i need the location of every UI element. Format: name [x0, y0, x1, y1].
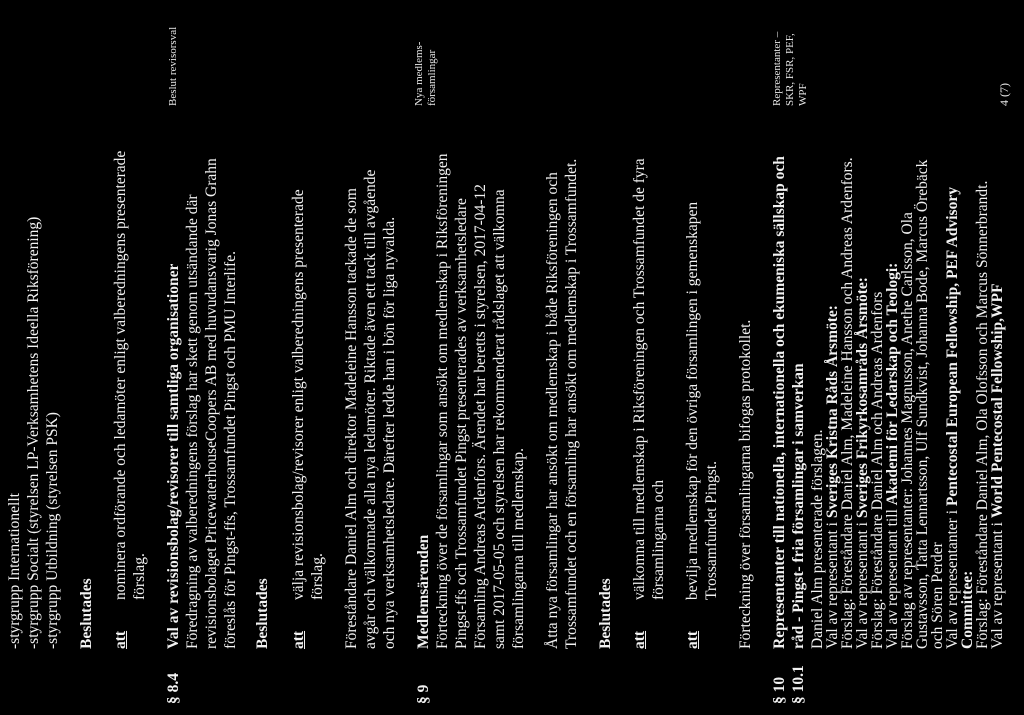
section-number: § 10 — [771, 676, 788, 704]
text-line: Förslag av representanter: Johannes Magnusson, Anethe Carlsson, Ola — [899, 212, 916, 649]
section-heading: Medlemsärenden — [415, 534, 432, 649]
text-line: Gustavsson, Tatta Lennartsson, Ulf Sundkvist, Johanna Bode, Marcus Örebäck — [914, 159, 931, 649]
text-line: Committee: — [959, 570, 976, 649]
att-label: att — [631, 630, 648, 649]
section-heading: Representanter till nationella, internationella och ekumeniska sällskap och — [771, 156, 788, 649]
text-line: Förslag: Föreståndare Daniel Alm, Madeleine Hansson och Andreas Ardenfors. — [839, 157, 856, 649]
text-line: Förteckning över församlingarna bifogas protokollet. — [737, 319, 754, 649]
text-line: nominera ordförande och ledamöter enligt valberedningens presenterade — [112, 150, 129, 600]
text-line: och Sören Perder — [929, 542, 946, 649]
section-heading: Val av revisionsbolag/revisorer till samtliga organisationer — [165, 263, 182, 649]
text-line: Val av representant i Sveriges Kristna Råds Årsmöte: — [824, 305, 841, 649]
text-line: församlingarna till medlemskap. — [510, 447, 527, 649]
margin-note: Beslut revisorsval — [167, 26, 179, 106]
text-line: församlingarna och — [650, 479, 667, 600]
text-line: förslag. — [131, 553, 148, 600]
text-line: Föreståndare Daniel Alm och direktor Madeleine Hansson tackade de som — [343, 188, 360, 649]
section-number: § 10.1 — [790, 665, 807, 704]
text-line: välja revisionsbolag/revisorer enligt valberedningens presenterade — [290, 189, 307, 600]
text-line: Trossamfundet och en församling har ansökt om medlemskap i Trossamfundet. — [563, 158, 580, 649]
text-line: Pingst-ffs och Trossamfundet Pingst presenterades av verksamhetsledare — [453, 198, 470, 649]
text-line: Val av representant i Sveriges Frikyrkosamråds Årsmöte: — [854, 277, 871, 649]
att-label: att — [684, 630, 701, 649]
text-line: -styrgrupp Socialt (styrelsen LP-Verksamhetens Ideella Riksförening) — [25, 216, 42, 649]
text-line: samt 2017-05-05 och styrelsen har rekommenderat rådslaget att välkomna — [491, 189, 508, 649]
section-number: § 9 — [415, 684, 432, 704]
text-line: Förteckning över de församlingar som ansökt om medlemskap i Riksföreningen — [434, 153, 451, 649]
text-line: Daniel Alm presenterade förslagen. — [809, 429, 826, 649]
beslutades-heading: Beslutades — [78, 578, 95, 649]
att-label: att — [112, 630, 129, 649]
text-line: Föredragning av valberedningens förslag har skett genom utsändande där — [184, 194, 201, 649]
section-heading: råd - Pingst- fria församlingar i samverkan — [790, 363, 807, 649]
att-label: att — [290, 630, 307, 649]
text-line: Förslag: Föreståndare Daniel Alm, Ola Olofsson och Marcus Sönnerbrandt. — [974, 180, 991, 649]
text-line: Val av representant i World Pentecostal Fellowship,WPF — [989, 283, 1006, 649]
text-line: och nya verksamhetsledare. Därefter ledde han i bön för liga nyvalda. — [381, 216, 398, 649]
section-number: § 8.4 — [165, 673, 182, 704]
beslutades-heading: Beslutades — [597, 578, 614, 649]
margin-note: församlingar — [426, 49, 438, 106]
text-line: Val av representant till Akademi för Ledarskap och Teologi: — [884, 262, 901, 649]
text-line: Församling Andreas Ardenfors. Ärendet har beretts i styrelsen, 2017-04-12 — [472, 184, 489, 649]
text-line: -styrgrupp Internationellt — [6, 493, 23, 649]
page-number: 4 (7) — [997, 83, 1011, 106]
margin-note: SKR, FSR, PEF, — [784, 33, 796, 106]
text-line: förslag. — [309, 553, 326, 600]
text-line: revisionsbolaget PricewaterhouseCoopers AB med huvudansvarig Jonas Grahn — [203, 158, 220, 649]
text-line: -styrgrupp Utbildning (styrelsen PSK) — [44, 412, 61, 649]
text-line: välkomna till medlemskap i Riksföreningen och Trossamfundet de fyra — [631, 158, 648, 600]
text-line: föreslås för Pingst-ffs, Trossamfundet Pingst och PMU Interlife. — [222, 251, 239, 649]
beslutades-heading: Beslutades — [254, 578, 271, 649]
text-line: Trossamfundet Pingst. — [703, 461, 720, 600]
margin-note: Representanter – — [771, 31, 783, 106]
text-line: avgår och välkomnade alla nya ledamöter. Riktade även ett tack till avgående — [362, 169, 379, 649]
text-line: Val av representanter i Pentecostal European Fellowship, PEF Advisory — [944, 187, 961, 649]
text-line: Förslag: Föreståndare Daniel Alm och Andreas Ardenfors — [869, 291, 886, 649]
margin-note: Nya medlems- — [413, 41, 425, 106]
margin-note: WPF — [797, 83, 809, 106]
text-line: bevilja medlemskap för den övriga församlingen i gemenskapen — [684, 201, 701, 600]
text-line: Åtta nya församlingar har ansökt om medlemskap i både Riksföreningen och — [544, 172, 561, 649]
